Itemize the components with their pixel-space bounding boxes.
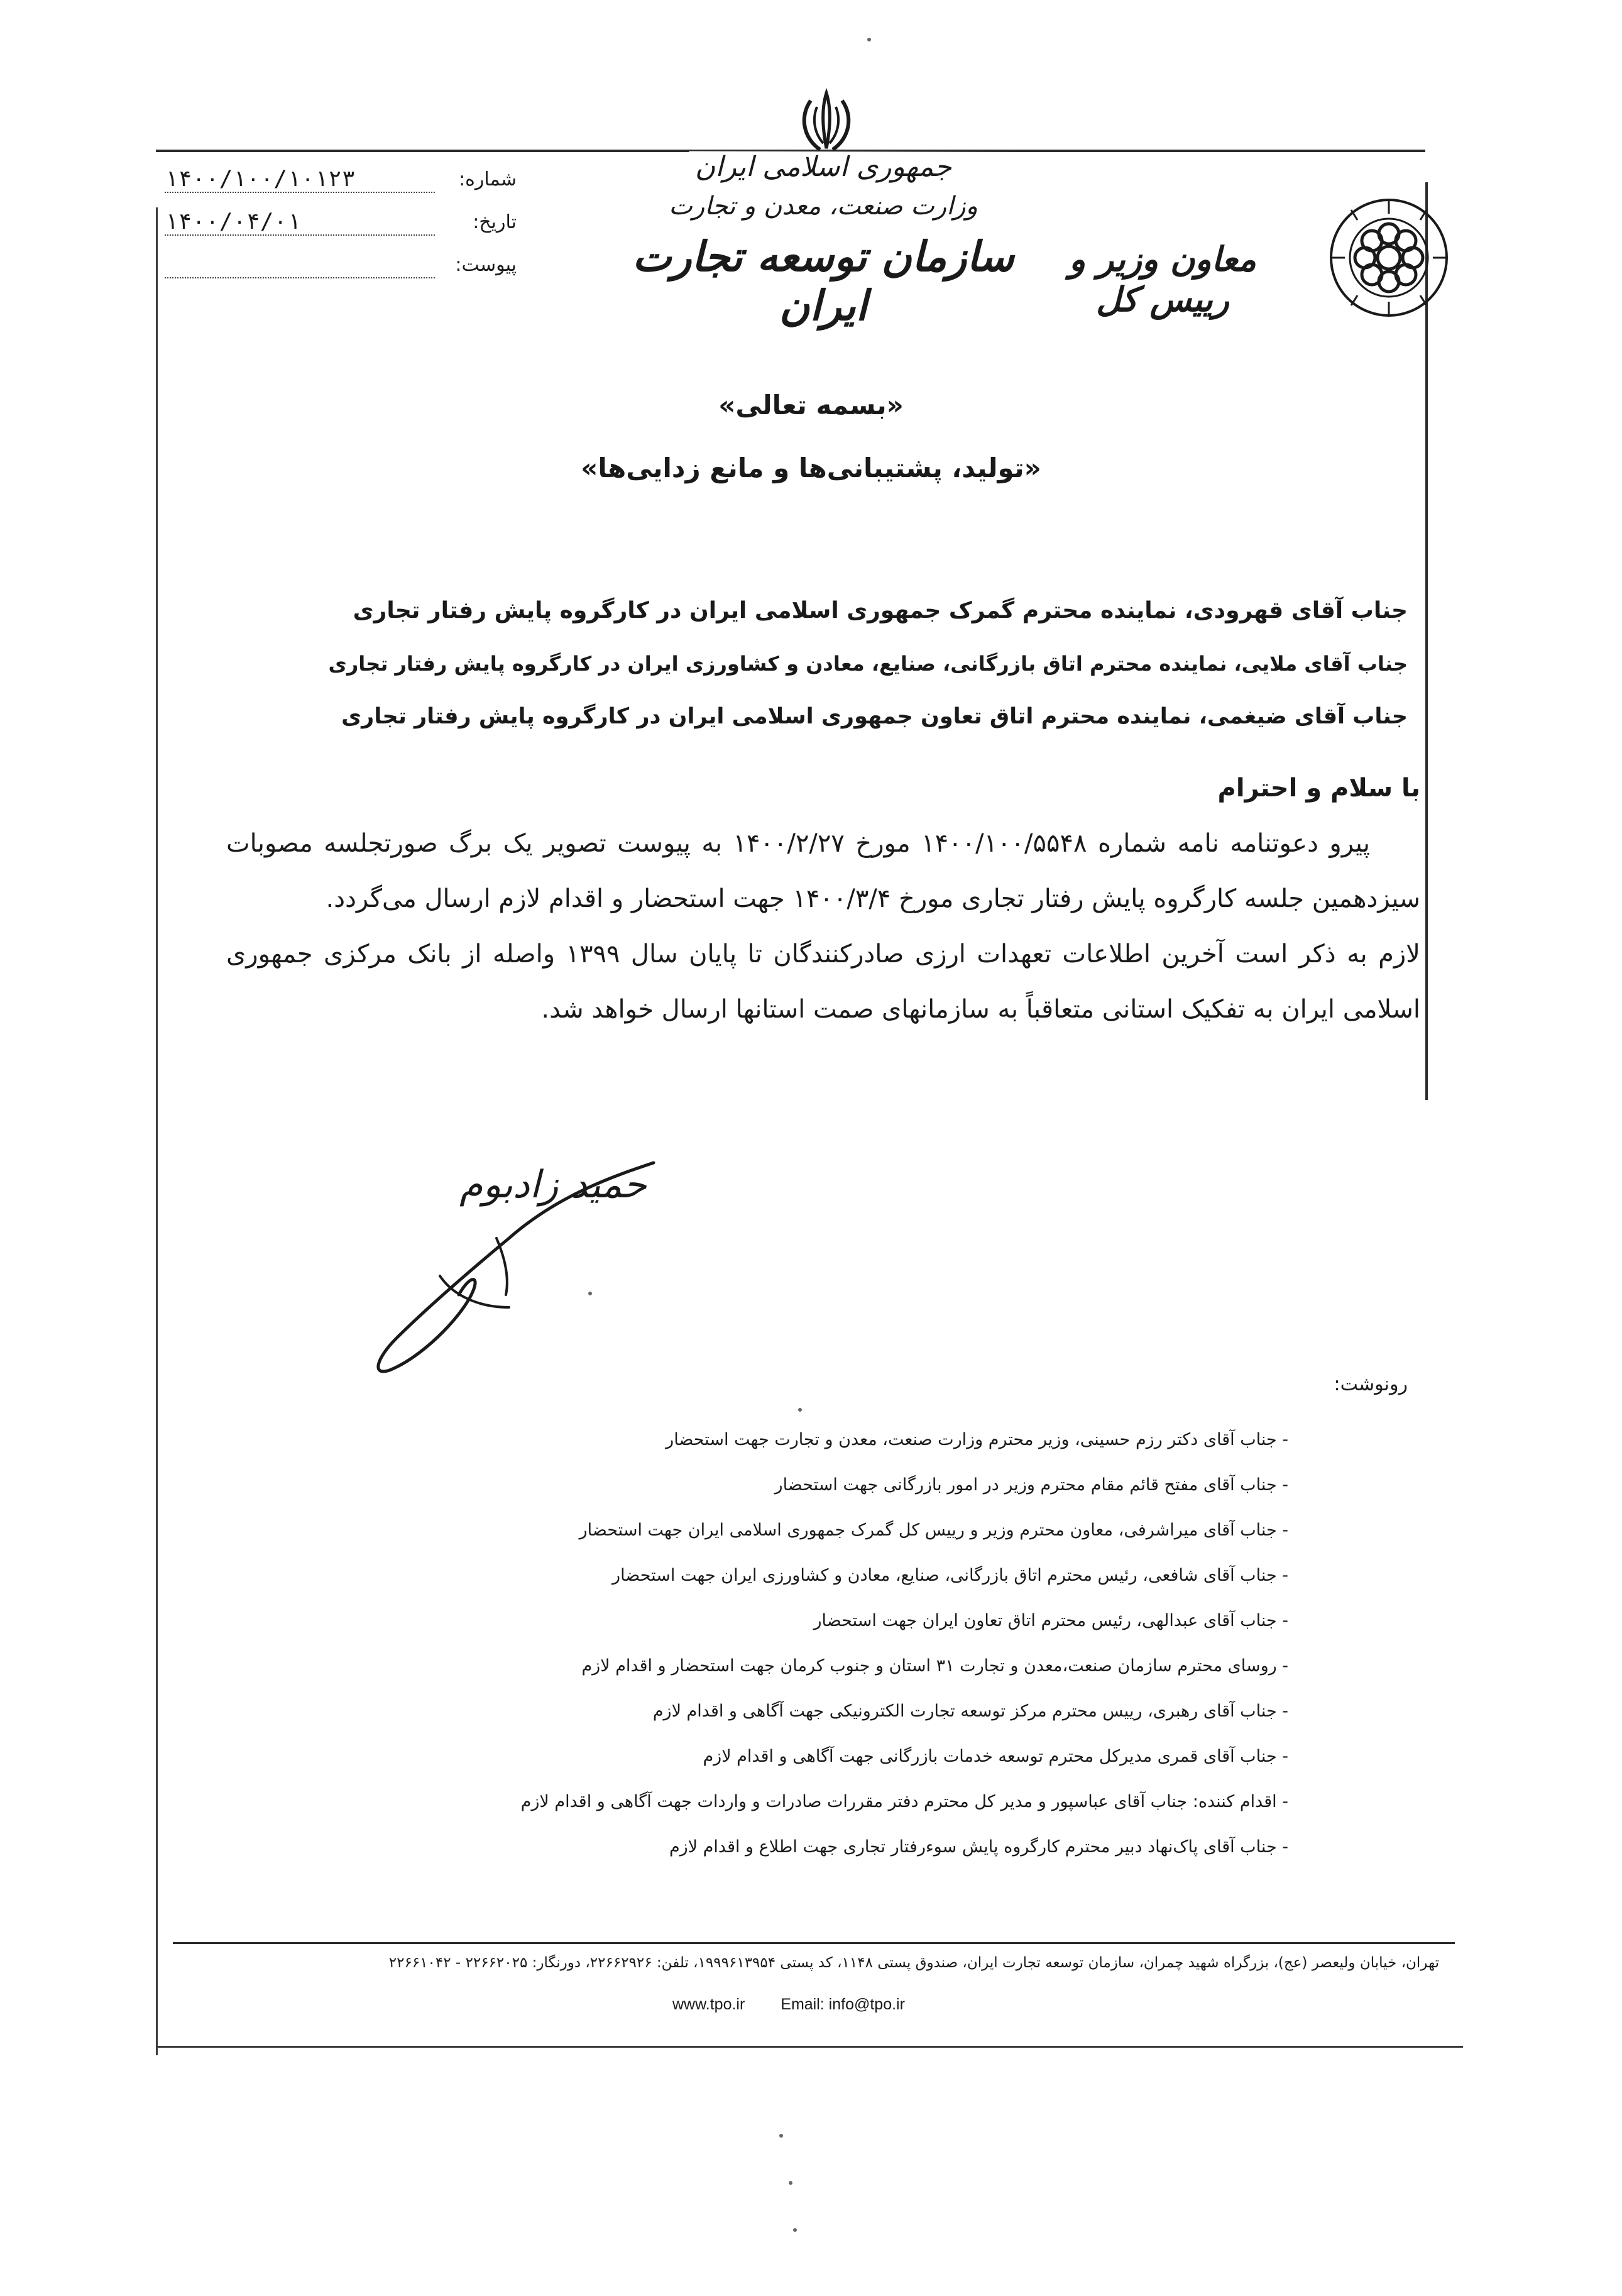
number-value: ۱۴۰۰/۱۰۰/۱۰۱۲۳ <box>165 166 435 193</box>
cc-item: - روسای محترم سازمان صنعت،معدن و تجارت ۳۱ استان و جنوب کرمان جهت استحضار و اقدام لازم <box>581 1656 1288 1676</box>
cc-title: رونوشت: <box>1334 1373 1408 1395</box>
greeting: با سلام و احترام <box>1217 774 1420 803</box>
attachment-row <box>165 249 517 292</box>
basmala: «بسمه تعالی» <box>718 390 904 420</box>
number-row <box>165 163 517 206</box>
ministry-header <box>628 151 1018 330</box>
handwritten-signature <box>352 1150 666 1389</box>
recipient-line: جناب آقای قهرودی، نماینده محترم گمرک جمهوری اسلامی ایران در کارگروه پایش رفتار تجاری <box>353 598 1408 623</box>
scan-speck <box>793 2228 797 2232</box>
cc-item: - جناب آقای عبدالهی، رئیس محترم اتاق تعاون ایران جهت استحضار <box>813 1611 1288 1630</box>
date-row <box>165 206 517 249</box>
cc-item: - اقدام کننده: جناب آقای عباسپور و مدیر کل محترم دفتر مقررات صادرات و واردات جهت آگاهی و اقدام لازم <box>520 1792 1288 1811</box>
footer-address: تهران، خیابان ولیعصر (عج)، بزرگراه شهید چمران، سازمان توسعه تجارت ایران، صندوق پستی ۱۱۴۸، کد پستی ۱۹۹۹۶۱۳۹۵۴، تلفن: ۲۲۶۶۲۹۲۶، دورنگار: ۲۲۶۶۲۰۲۵ - ۲۲۶۶۱۰۴۲ <box>388 1955 1439 1971</box>
cc-item: - جناب آقای مفتح قائم مقام محترم وزیر در امور بازرگانی جهت استحضار <box>774 1475 1288 1495</box>
year-slogan: «تولید، پشتیبانی‌ها و مانع زدایی‌ها» <box>581 453 1041 483</box>
cc-item: - جناب آقای شافعی، رئیس محترم اتاق بازرگانی، صنایع، معادن و کشاورزی ایران جهت استحضار <box>612 1566 1288 1585</box>
scan-speck <box>798 1408 802 1412</box>
republic-name: جمهوری اسلامی ایران <box>694 151 952 183</box>
cc-item: - جناب آقای دکتر رزم حسینی، وزیر محترم وزارت صنعت، معدن و تجارت جهت استحضار <box>666 1430 1288 1449</box>
footer-divider <box>173 1942 1455 1944</box>
scan-speck <box>779 2134 783 2138</box>
cc-item: - جناب آقای میراشرفی، معاون محترم وزیر و رییس کل گمرک جمهوری اسلامی ایران جهت استحضار <box>579 1520 1288 1540</box>
ministry-name: وزارت صنعت، معدن و تجارت <box>669 192 978 221</box>
recipients-block <box>327 585 1408 743</box>
cc-item: - جناب آقای قمری مدیرکل محترم توسعه خدمات بازرگانی جهت آگاهی و اقدام لازم <box>703 1747 1288 1766</box>
office-title: معاون وزیر و رییس کل <box>1069 239 1256 319</box>
body-paragraph: لازم به ذکر است آخرین اطلاعات تعهدات ارزی صادرکنندگان تا پایان سال ۱۳۹۹ واصله از بانک مرکزی جمهوری اسلامی ایران به تفکیک استانی متعاقباً به سازمانهای صمت استانها ارسال خواهد شد. <box>226 940 1420 1024</box>
organization-name: سازمان توسعه تجارت ایران <box>632 232 1014 330</box>
scan-speck <box>789 2181 792 2185</box>
tpo-rosette-logo-icon <box>1326 195 1452 321</box>
footer-contacts <box>672 1996 999 2014</box>
date-value: ۱۴۰۰/۰۴/۰۱ <box>165 209 435 236</box>
website-link[interactable]: www.tpo.ir <box>672 1996 745 2013</box>
frame-bottom-line <box>156 2046 1463 2048</box>
cc-item: - جناب آقای پاک‌نهاد دبیر محترم کارگروه پایش سوء‌رفتار تجاری جهت اطلاع و اقدام لازم <box>669 1837 1288 1857</box>
date-label: تاریخ: <box>473 211 517 233</box>
recipient-line: جناب آقای ضیغمی، نماینده محترم اتاق تعاون جمهوری اسلامی ایران در کارگروه پایش رفتار تجاری <box>341 704 1408 729</box>
iran-emblem-icon <box>792 88 861 157</box>
number-label: شماره: <box>459 168 517 190</box>
email-link[interactable]: Email: info@tpo.ir <box>781 1996 905 2013</box>
letter-meta <box>165 163 517 292</box>
letter-body <box>226 761 1420 1037</box>
attachment-label: پیوست: <box>455 254 517 276</box>
cc-item: - جناب آقای رهبری، رییس محترم مرکز توسعه تجارت الکترونیکی جهت آگاهی و اقدام لازم <box>652 1701 1288 1721</box>
attachment-value <box>165 251 435 278</box>
recipient-line: جناب آقای ملایی، نماینده محترم اتاق بازرگانی، صنایع، معادن و کشاورزی ایران در کارگروه پایش رفتار تجاری <box>328 652 1408 676</box>
frame-left-line <box>156 207 158 2055</box>
cc-list <box>478 1417 1288 1870</box>
scan-speck <box>867 38 871 41</box>
signer-name: حمید زادبوم <box>459 1163 647 1207</box>
body-paragraph: پیرو دعوتنامه نامه شماره ۱۴۰۰/۱۰۰/۵۵۴۸ مورخ ۱۴۰۰/۲/۲۷ به پیوست تصویر یک برگ صورتجلسه مصوبات سیزدهمین جلسه کارگروه پایش رفتار تجاری مورخ ۱۴۰۰/۳/۴ جهت استحضار و اقدام لازم ارسال می‌گردد. <box>226 829 1420 913</box>
